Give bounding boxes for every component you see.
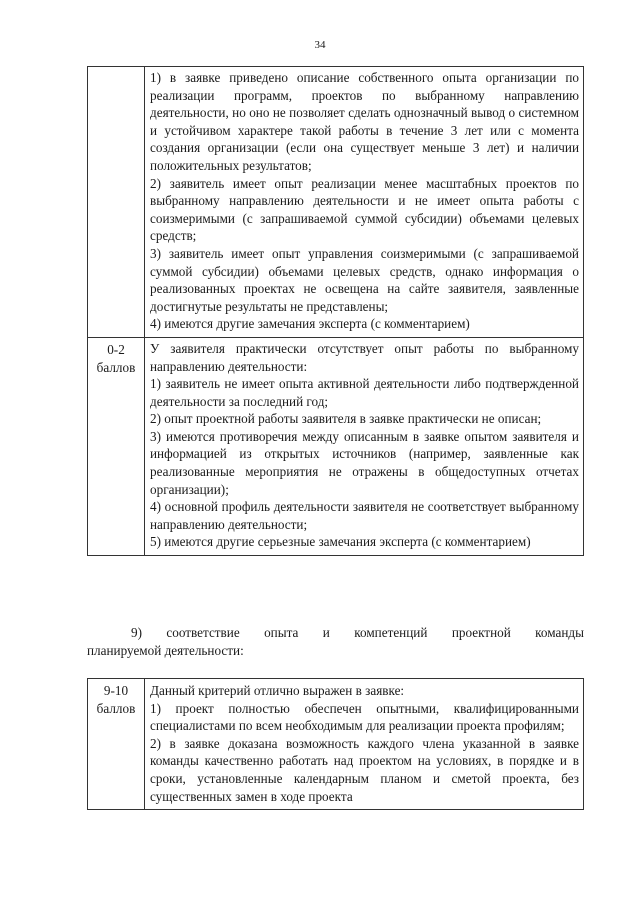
- criterion-paragraph: 2) опыт проектной работы заявителя в заявке практически не описан;: [150, 411, 542, 427]
- criterion-paragraph: 2) в заявке доказана возможность каждого члена указанной в заявке команды качественно работать над проектом на условиях, в порядке и в сроки, установленные календарным планом и сметой проекта, без существенных замен в ходе проекта: [150, 735, 579, 804]
- section-heading: [87, 624, 584, 659]
- criterion-paragraph: 3) заявитель имеет опыт управления соизмеримыми (с запрашиваемой суммой субсидии) объемами целевых средств, однако информация о реализованных проектах не освещена на сайте заявителя, заявленные достигнутые результаты не представлены;: [150, 245, 579, 314]
- criteria-row-continued: [88, 67, 584, 338]
- criterion-paragraph: 2) заявитель имеет опыт реализации менее масштабных проектов по выбранному направлению деятельности и не имеет опыта работы с соизмеримыми (с запрашиваемой суммой субсидии) объемами целевых средств;: [150, 175, 579, 244]
- criterion-paragraph: 4) основной профиль деятельности заявителя не соответствует выбранному направлению деятельности;: [150, 499, 579, 532]
- criterion-paragraph: 3) имеются противоречия между описанным в заявке опытом заявителя и информацией из открытых источников (например, заявленные как реализованные мероприятия не отражены в общедоступных отчетах организации);: [150, 428, 579, 497]
- criterion-paragraph: Данный критерий отлично выражен в заявке:: [150, 683, 405, 698]
- section-heading-line-1: 9) соответствие опыта и компетенций проектной команды: [131, 625, 584, 640]
- score-cell: [88, 67, 145, 338]
- criterion-paragraph: 5) имеются другие серьезные замечания эксперта (с комментарием): [150, 534, 531, 550]
- page-number: 34: [314, 39, 326, 51]
- criteria-row-9-10: [88, 679, 584, 810]
- criterion-paragraph: 1) в заявке приведено описание собственного опыта организации по реализации программ, проектов по выбранному направлению деятельности, но оно не позволяет сделать однозначный вывод о системном и устойчивом характере такой работы в течение 3 лет или с момента создания организации (если она существует меньше 3 лет) и наличии положительных результатов;: [150, 70, 579, 173]
- score-cell: 9-10 баллов: [88, 679, 145, 810]
- criteria-table-top: [87, 66, 584, 556]
- criterion-paragraph: 1) заявитель не имеет опыта активной деятельности либо подтвержденной деятельности за последний год;: [150, 376, 579, 409]
- criteria-table-bottom: [87, 678, 584, 810]
- description-cell: [145, 679, 584, 810]
- criterion-paragraph: У заявителя практически отсутствует опыт работы по выбранному направлению деятельности:: [150, 340, 579, 374]
- description-cell: [145, 337, 584, 555]
- section-heading-line-2: планируемой деятельности:: [87, 642, 244, 658]
- score-cell: 0-2 баллов: [88, 337, 145, 555]
- criterion-paragraph: 4) имеются другие замечания эксперта (с комментарием): [150, 316, 470, 332]
- criteria-row-0-2: [88, 337, 584, 555]
- description-cell: [145, 67, 584, 338]
- criterion-paragraph: 1) проект полностью обеспечен опытными, квалифицированными специалистами по всем необходимым для реализации проекта профилям;: [150, 700, 579, 734]
